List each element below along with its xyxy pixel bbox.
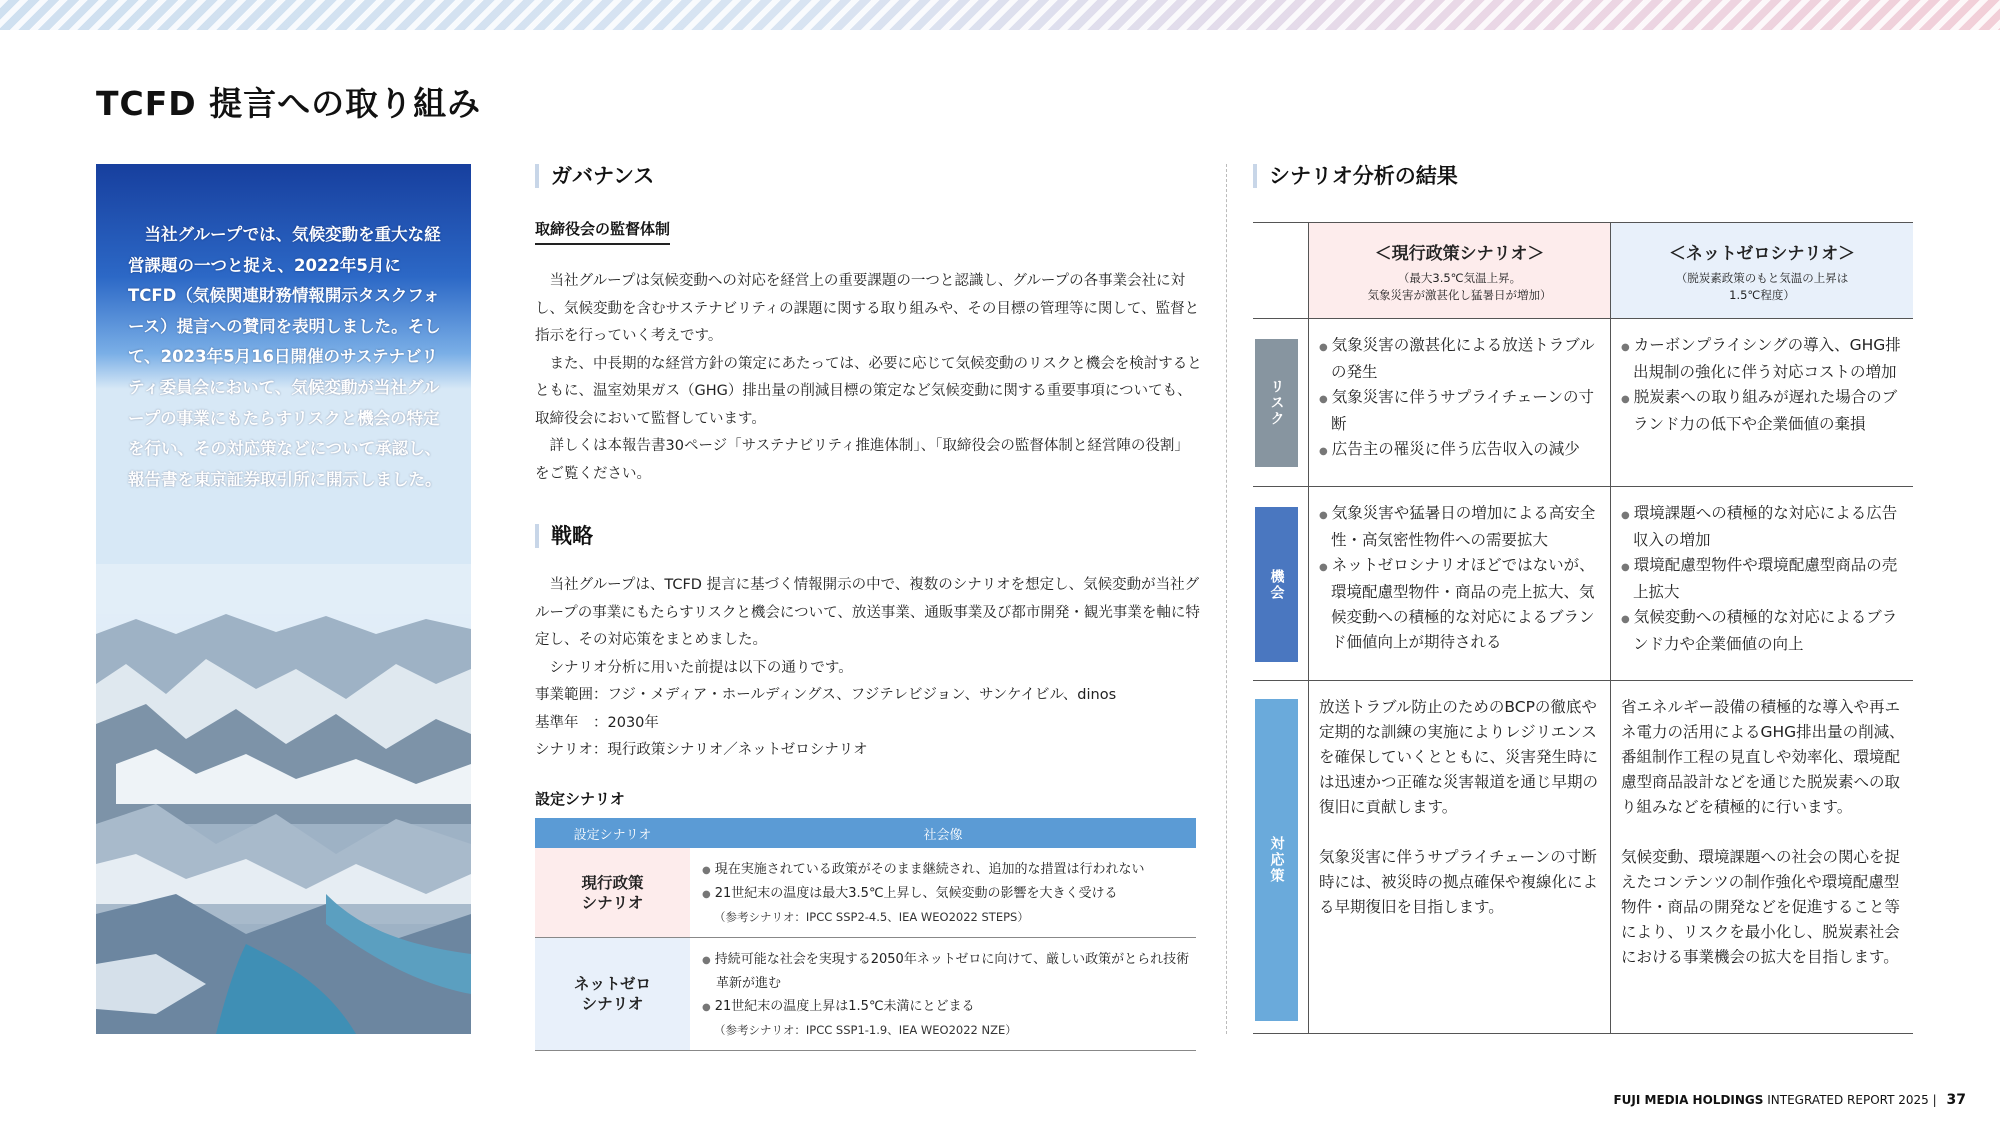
footer-separator: |	[1932, 1093, 1937, 1107]
footer-brand: FUJI MEDIA HOLDINGS	[1613, 1093, 1764, 1107]
governance-paragraph-2: また、中長期的な経営方針の策定にあたっては、必要に応じて気候変動のリスクと機会を検討するとともに、温室効果ガス（GHG）排出量の削減目標の策定など気候変動に関する重要事項についても、取締役会において監督しています。	[535, 355, 1202, 427]
hero-aerial-image-panel	[96, 164, 471, 1034]
response-paragraph: 省エネルギー設備の積極的な導入や再エネ電力の活用によるGHG排出量の削減、番組制作工程の見直しや効率化、環境配慮型商品設計などを通じた脱炭素への取り組みなどを積極的に行います。	[1621, 698, 1905, 816]
opportunity-netzero-cell	[1610, 487, 1913, 680]
bullet-icon: ●	[1319, 342, 1328, 353]
bullet-icon: ●	[1319, 394, 1328, 405]
page-title: TCFD 提言への取り組み	[96, 84, 482, 123]
governance-body	[535, 268, 1203, 488]
response-row	[1253, 681, 1913, 1034]
scenario-bullet: 持続可能な社会を実現する2050年ネットゼロに向けて、厳しい政策がとられ技術革新が進む	[714, 952, 1190, 991]
bullet-icon: ●	[702, 1002, 711, 1013]
column-note-line: （脱炭素政策のもと気温の上昇は	[1675, 271, 1849, 285]
list-item-text: 環境配慮型物件や環境配慮型商品の売上拡大	[1633, 556, 1898, 601]
hero-intro-text: 当社グループでは、気候変動を重大な経営課題の一つと捉え、2022年5月にTCFD（気候関連財務情報開示タスクフォース）提言への賛同を表明しました。そして、2023年5月16日開催のサステナビリティ委員会において、気候変動が当社グループの事業にもたらすリスクと機会の特定を行い、その対応策などについて承認し、報告書を東京証券取引所に開示しました。	[128, 225, 442, 489]
list-item	[1621, 385, 1905, 437]
list-item	[1319, 553, 1602, 655]
risk-row	[1253, 319, 1913, 487]
opportunity-row	[1253, 487, 1913, 681]
response-netzero-cell	[1610, 681, 1913, 1033]
page-footer	[1613, 1092, 1966, 1108]
risk-current-list	[1309, 319, 1610, 464]
bullet-icon: ●	[1621, 614, 1630, 625]
response-label-cell	[1253, 681, 1308, 1033]
list-item	[1621, 333, 1905, 385]
list-item-text: 広告主の罹災に伴う広告収入の減少	[1331, 440, 1580, 458]
table-row	[535, 848, 1196, 938]
scenario-reference: （参考シナリオ：IPCC SSP2-4.5、IEA WEO2022 STEPS）	[714, 910, 1029, 924]
opportunity-netzero-list	[1611, 487, 1913, 657]
list-item	[1621, 605, 1905, 657]
analysis-heading: シナリオ分析の結果	[1253, 164, 1458, 188]
column-title: ＜現行政策シナリオ＞	[1374, 244, 1545, 264]
risk-current-cell	[1308, 319, 1610, 486]
risk-netzero-cell	[1610, 319, 1913, 486]
scenario-bullet: 現在実施されている政策がそのまま継続され、追加的な措置は行われない	[714, 862, 1145, 877]
footer-report-name: INTEGRATED REPORT 2025	[1767, 1093, 1929, 1107]
list-item	[1319, 385, 1602, 437]
strategy-heading: 戦略	[535, 524, 593, 548]
opportunity-current-list	[1309, 487, 1610, 655]
opportunity-label-cell	[1253, 487, 1308, 680]
society-col-header: 社会像	[690, 818, 1196, 848]
scenario-name-label: 現行政策 シナリオ	[581, 873, 644, 912]
page-number: 37	[1946, 1092, 1966, 1108]
response-paragraph: 気候変動、環境課題への社会の関心を捉えたコンテンツの制作強化や環境配慮型物件・商品の開発などを促進すること等により、リスクを最小化し、脱炭素社会における事業機会の拡大を目指します。	[1621, 848, 1901, 966]
bullet-icon: ●	[1319, 446, 1328, 457]
bullet-icon: ●	[1621, 510, 1630, 521]
strategy-body	[535, 572, 1203, 765]
bullet-icon: ●	[1319, 562, 1328, 573]
bullet-icon: ●	[1621, 342, 1630, 353]
opportunity-current-cell	[1308, 487, 1610, 680]
column-note	[1611, 270, 1913, 304]
scenario-analysis-matrix	[1253, 222, 1913, 1034]
scenario-settings-table	[535, 818, 1196, 1051]
scenario-bullet: 21世紀末の温度上昇は1.5℃未満にとどまる	[714, 999, 975, 1014]
opportunity-label: 機会	[1255, 507, 1298, 662]
column-note-line: （最大3.5℃気温上昇。	[1397, 271, 1522, 285]
bullet-icon: ●	[1621, 394, 1630, 405]
list-item-text: カーボンプライシングの導入、GHG排出規制の強化に伴う対応コストの増加	[1633, 336, 1901, 381]
response-paragraph: 気象災害に伴うサプライチェーンの寸断時には、被災時の拠点確保や複線化による早期復旧を目指します。	[1319, 848, 1599, 916]
bullet-icon: ●	[702, 955, 711, 966]
response-current-cell	[1308, 681, 1610, 1033]
column-title: ＜ネットゼロシナリオ＞	[1668, 244, 1856, 264]
list-item	[1319, 333, 1602, 385]
strategy-base-year: 基準年 ：2030年	[535, 714, 659, 731]
net-zero-scenario-name	[535, 938, 690, 1051]
risk-label-cell	[1253, 319, 1308, 486]
bullet-icon: ●	[702, 865, 711, 876]
column-note	[1309, 270, 1610, 304]
scenario-name-label: ネットゼロ シナリオ	[573, 975, 652, 1013]
column-note-line: 1.5℃程度）	[1729, 288, 1795, 302]
list-item	[1319, 437, 1602, 464]
net-zero-scenario-desc	[690, 938, 1196, 1051]
list-item-text: 気候変動への積極的な対応によるブランド力や企業価値の向上	[1633, 608, 1898, 653]
list-item	[1319, 501, 1602, 553]
table-row	[535, 938, 1196, 1051]
response-netzero-text	[1611, 681, 1913, 970]
list-item-text: 脱炭素への取り組みが遅れた場合のブランド力の低下や企業価値の棄損	[1633, 388, 1898, 433]
matrix-corner-cell	[1253, 223, 1308, 318]
strategy-paragraph-1: 当社グループは、TCFD 提言に基づく情報開示の中で、複数のシナリオを想定し、気候変動が当社グループの事業にもたらすリスクと機会について、放送事業、通販事業及び都市開発・観光事業を軸に特定し、その対応策をまとめました。	[535, 577, 1200, 648]
bullet-icon: ●	[702, 889, 711, 900]
list-item-text: 気象災害に伴うサプライチェーンの寸断	[1331, 388, 1594, 433]
list-item-text: ネットゼロシナリオほどではないが、環境配慮型物件・商品の売上拡大、気候変動への積極的な対応によるブランド価値向上が期待される	[1331, 556, 1595, 651]
risk-label: リスク	[1255, 339, 1298, 467]
board-oversight-subheading: 取締役会の監督体制	[535, 218, 670, 245]
risk-netzero-list	[1611, 319, 1913, 437]
scenario-table-header	[535, 818, 1196, 848]
current-policy-scenario-name	[535, 848, 690, 938]
column-divider	[1226, 164, 1227, 1034]
scenario-col-header: 設定シナリオ	[535, 818, 690, 848]
strategy-scope: 事業範囲：フジ・メディア・ホールディングス、フジテレビジョン、サンケイビル、dinos	[535, 687, 1117, 703]
response-current-text	[1309, 681, 1610, 920]
bullet-icon: ●	[1319, 510, 1328, 521]
strategy-paragraph-2: シナリオ分析に用いた前提は以下の通りです。	[549, 659, 853, 676]
net-zero-column-header	[1610, 223, 1913, 318]
response-paragraph: 放送トラブル防止のためのBCPの徹底や定期的な訓練の実施によりレジリエンスを確保していくとともに、災害発生時には迅速かつ正確な災害報道を通じ早期の復旧に貢献します。	[1319, 698, 1599, 816]
response-label: 対応策	[1255, 699, 1298, 1021]
current-policy-column-header	[1308, 223, 1610, 318]
governance-heading: ガバナンス	[535, 164, 654, 188]
list-item-text: 気象災害の激甚化による放送トラブルの発生	[1331, 336, 1595, 381]
list-item	[1621, 553, 1905, 605]
scenario-table-title: 設定シナリオ	[535, 790, 625, 808]
governance-paragraph-3: 詳しくは本報告書30ページ「サステナビリティ推進体制」、「取締役会の監督体制と経営陣の役割」をご覧ください。	[535, 438, 1189, 482]
scenario-bullet: 21世紀末の温度は最大3.5℃上昇し、気候変動の影響を大きく受ける	[714, 886, 1118, 901]
list-item	[1621, 501, 1905, 553]
list-item-text: 気象災害や猛暑日の増加による高安全性・高気密性物件への需要拡大	[1331, 504, 1596, 549]
list-item-text: 環境課題への積極的な対応による広告収入の増加	[1633, 504, 1898, 549]
governance-paragraph-1: 当社グループは気候変動への対応を経営上の重要課題の一つと認識し、グループの各事業会社に対し、気候変動を含むサステナビリティの課題に関する取り組みや、その目標の管理等に関して、監督と指示を行っていく考えです。	[535, 273, 1200, 344]
bullet-icon: ●	[1621, 562, 1630, 573]
strategy-scenarios: シナリオ：現行政策シナリオ／ネットゼロシナリオ	[535, 742, 868, 758]
current-policy-scenario-desc	[690, 848, 1196, 938]
column-note-line: 気象災害が激甚化し猛暑日が増加）	[1367, 288, 1552, 302]
matrix-header-row	[1253, 222, 1913, 319]
scenario-reference: （参考シナリオ：IPCC SSP1-1.9、IEA WEO2022 NZE）	[714, 1023, 1017, 1037]
top-decorative-stripe	[0, 0, 2000, 30]
